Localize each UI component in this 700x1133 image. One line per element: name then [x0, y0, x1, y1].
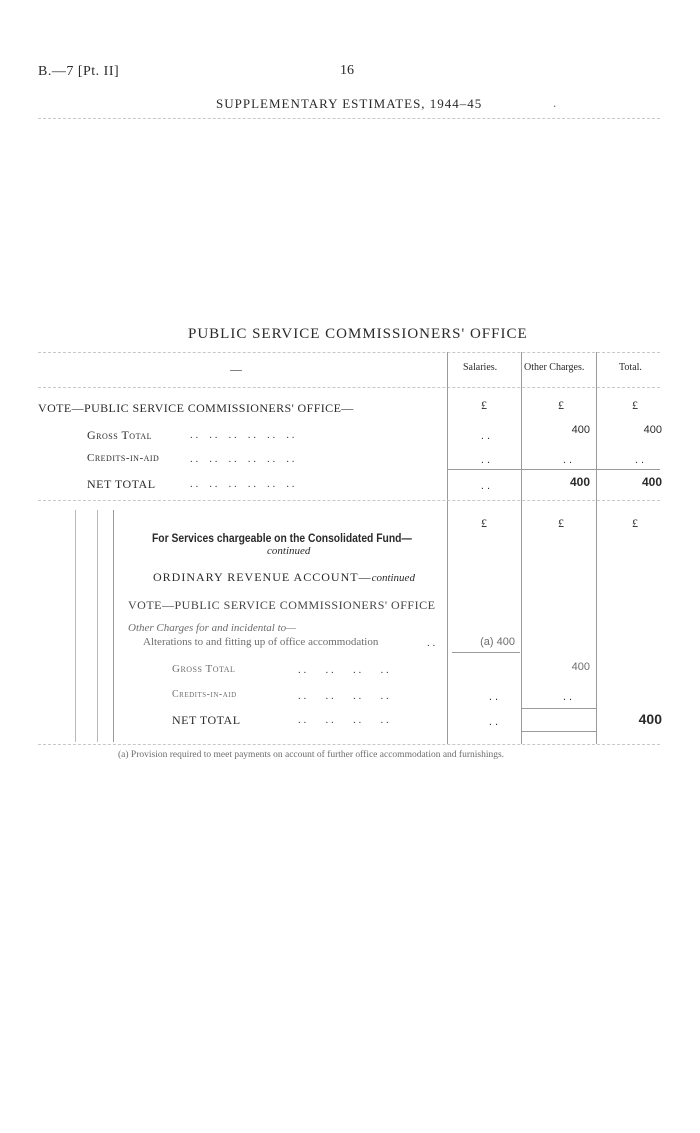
column-header-total: Total. — [619, 362, 642, 373]
section-title: PUBLIC SERVICE COMMISSIONERS' OFFICE — [188, 326, 528, 342]
lower-item-label: Alterations to and fitting up of office accommodation — [143, 636, 379, 648]
column-divider-2 — [521, 352, 522, 744]
column-header-salaries: Salaries. — [463, 362, 498, 373]
lower-net-total-rule — [522, 731, 596, 732]
upper-gross-total-other: 400 — [571, 424, 590, 436]
upper-net-total-total: 400 — [641, 475, 662, 489]
lower-credits-salaries: . . — [488, 691, 498, 703]
upper-net-total-label: NET TOTAL — [87, 477, 156, 491]
upper-credits-leaders: . . . . . . . . . . . . — [190, 453, 295, 465]
document-reference: B.—7 [Pt. II] — [38, 64, 120, 79]
upper-credits-label: Credits-in-aid — [87, 452, 160, 464]
lower-net-total-leaders: . . . . . . . . — [298, 714, 389, 726]
lower-subtotal-rule — [522, 708, 596, 709]
upper-credits-other: . . — [562, 454, 572, 466]
lower-vote-title: VOTE—PUBLIC SERVICE COMMISSIONERS' OFFICE — [128, 598, 436, 612]
lower-net-total-total: 400 — [638, 711, 662, 727]
lower-pound-other: £ — [558, 516, 564, 530]
stray-mark: . — [553, 95, 557, 110]
upper-net-total-leaders: . . . . . . . . . . . . — [190, 478, 295, 490]
lower-subhead: Other Charges for and incidental to— — [128, 622, 296, 634]
table-bottom-rule — [38, 744, 660, 745]
upper-gross-total-label: Gross Total — [87, 428, 152, 442]
lower-gross-total-other: 400 — [571, 661, 590, 673]
upper-gross-total-leaders: . . . . . . . . . . . . — [190, 429, 295, 441]
lower-net-total-salaries: . . — [488, 716, 498, 728]
lower-heading: For Services chargeable on the Consolidated Fund— — [152, 531, 412, 545]
lower-left-margin-2 — [97, 510, 98, 742]
column-divider-1 — [447, 352, 448, 744]
upper-gross-total-total: 400 — [643, 424, 662, 436]
running-title: SUPPLEMENTARY ESTIMATES, 1944–45 — [216, 96, 483, 111]
header-rule — [38, 118, 660, 119]
upper-subtotal-rule — [448, 469, 660, 470]
lower-gross-total-leaders: . . . . . . . . — [298, 664, 389, 676]
lower-gross-total-label: Gross Total — [172, 663, 236, 675]
lower-pound-total: £ — [632, 516, 638, 530]
upper-credits-total: . . — [634, 454, 644, 466]
lower-credits-leaders: . . . . . . . . — [298, 690, 389, 702]
lower-item-leaders: . . — [427, 637, 436, 649]
upper-section-bottom-rule — [38, 500, 660, 501]
lower-credits-other: . . — [562, 691, 572, 703]
page-number: 16 — [340, 63, 354, 78]
column-header-first: — — [230, 362, 242, 376]
upper-pound-other: £ — [558, 398, 564, 412]
upper-credits-salaries: . . — [480, 454, 490, 466]
upper-pound-total: £ — [632, 398, 638, 412]
lower-item-rule — [452, 652, 520, 653]
lower-credits-label: Credits-in-aid — [172, 689, 237, 700]
lower-heading-continued: continued — [267, 545, 311, 557]
lower-net-total-label: NET TOTAL — [172, 713, 241, 727]
column-divider-3 — [596, 352, 597, 744]
footnote: (a) Provision required to meet payments on account of further office accommodation and furnishings. — [118, 750, 505, 760]
lower-pound-salaries: £ — [481, 516, 487, 530]
lower-left-margin-1 — [75, 510, 76, 742]
header-bottom-rule — [38, 387, 660, 388]
upper-gross-total-salaries: . . — [480, 430, 490, 442]
lower-account-continued: continued — [371, 572, 415, 584]
lower-item-salaries: (a) 400 — [480, 636, 515, 648]
upper-net-total-salaries: . . — [480, 480, 490, 492]
lower-left-margin-3 — [113, 510, 114, 742]
upper-pound-salaries: £ — [481, 398, 487, 412]
upper-net-total-other: 400 — [569, 475, 590, 489]
lower-account-label: ORDINARY REVENUE ACCOUNT— — [153, 570, 372, 584]
column-header-other-charges: Other Charges. — [524, 362, 585, 373]
upper-vote-title: VOTE—PUBLIC SERVICE COMMISSIONERS' OFFICE— — [38, 401, 354, 415]
lower-account-heading — [153, 570, 415, 585]
table-top-rule — [38, 352, 660, 353]
